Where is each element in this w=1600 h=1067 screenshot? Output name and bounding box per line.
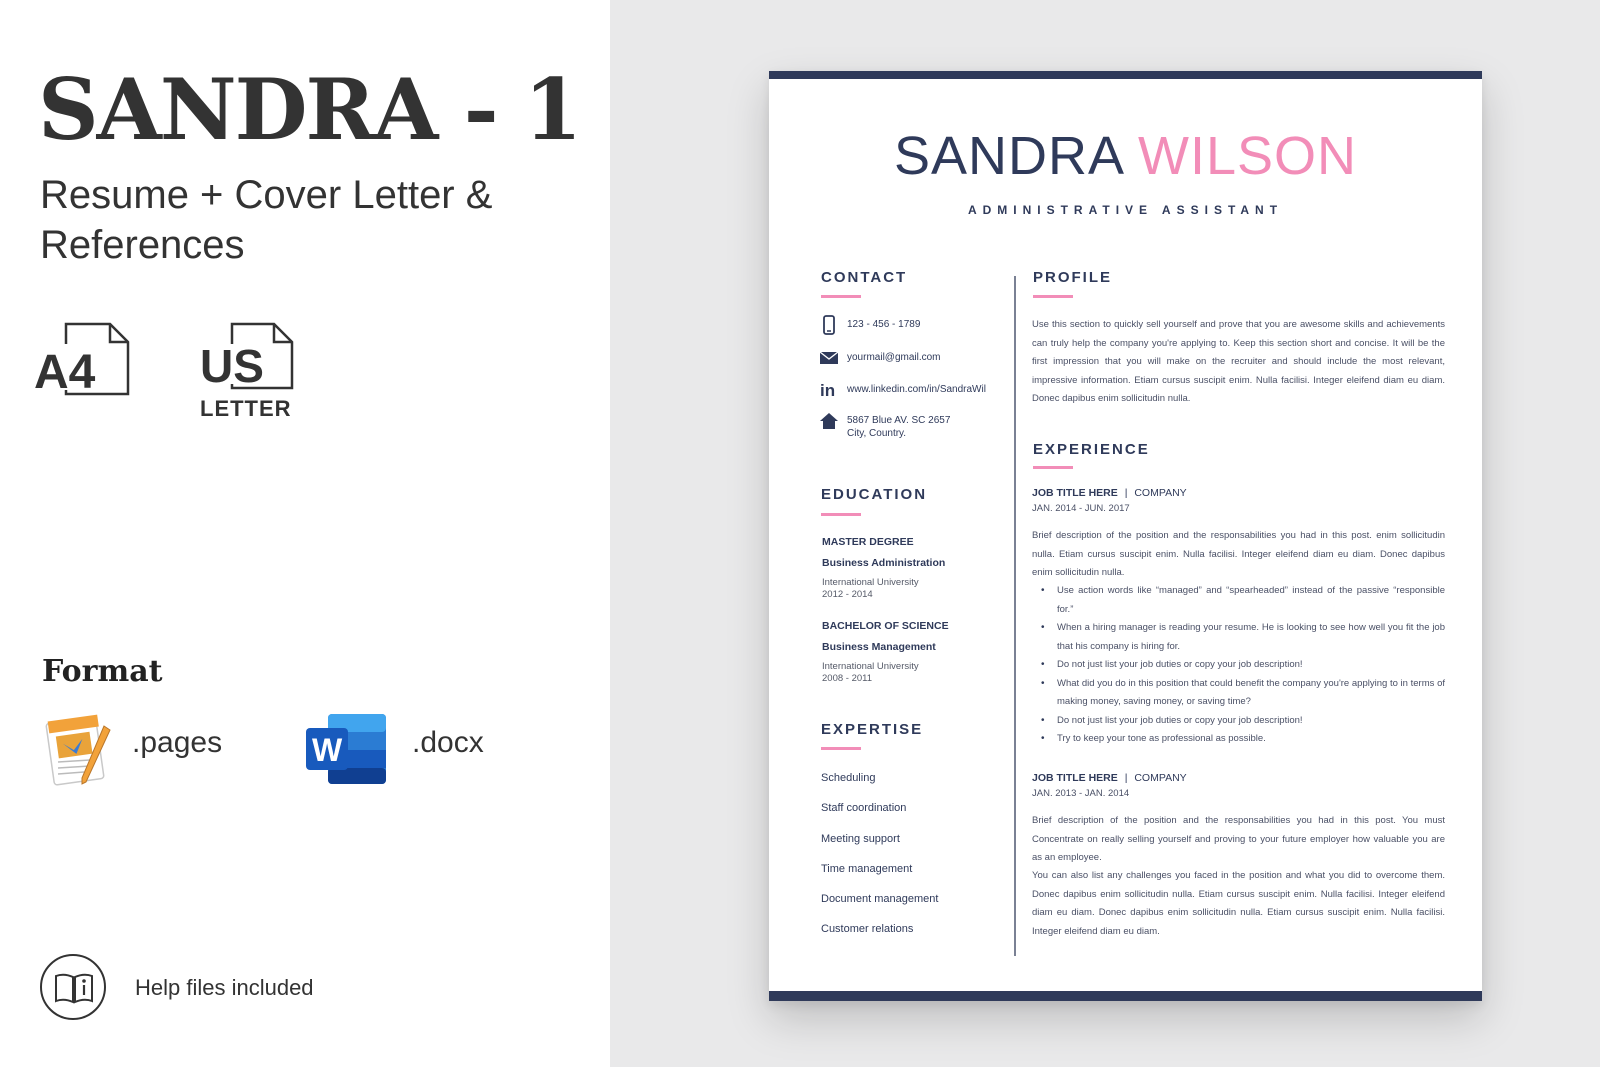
education-school-2: International University [822, 661, 919, 672]
svg-text:in: in [820, 381, 836, 400]
svg-text:W: W [312, 732, 343, 768]
resume-last-name: WILSON [1138, 126, 1358, 186]
education-rule [821, 513, 861, 516]
job-title-1: JOB TITLE HERE [1032, 487, 1118, 499]
profile-heading: PROFILE [1033, 269, 1113, 286]
home-icon [819, 411, 839, 431]
phone-icon [819, 315, 839, 335]
us-letter-document-icon [200, 322, 300, 422]
address-line-1: 5867 Blue AV. SC 2657 [847, 415, 951, 426]
profile-rule [1033, 295, 1073, 298]
job-bullet: • Try to keep your tone as professional as possible. [1057, 730, 1445, 749]
contact-email-text: yourmail@gmail.com [847, 352, 941, 363]
education-institution-1 [822, 577, 919, 601]
contact-phone-text: 123 - 456 - 1789 [847, 319, 921, 330]
job-bullet: • Use action words like “managed” and “spearheaded” instead of the passive “responsible for.” [1057, 582, 1445, 619]
job-bullets-1 [1032, 582, 1445, 749]
job-bullet: • Do not just list your job duties or copy your job description! [1057, 712, 1445, 731]
experience-heading: EXPERIENCE [1033, 441, 1150, 458]
job-bullet: • What did you do in this position that could benefit the company you're applying to in terms of making money, saving money, or saving time? [1057, 675, 1445, 712]
expertise-rule [821, 747, 861, 750]
job-bullet: • When a hiring manager is reading your resume. He is looking to see how well you fit the job that his company is hiring for. [1057, 619, 1445, 656]
resume-page [769, 71, 1482, 1001]
education-degree-2: BACHELOR OF SCIENCE [822, 620, 949, 632]
job-dates-1: JAN. 2014 - JUN. 2017 [1032, 503, 1130, 514]
education-field-1: Business Administration [822, 557, 946, 569]
product-title: SANDRA - 1 [38, 60, 581, 159]
expertise-heading: EXPERTISE [821, 721, 924, 738]
envelope-icon [819, 348, 839, 368]
expertise-item: Document management [821, 893, 939, 905]
contact-linkedin-text: www.linkedin.com/in/SandraWil [847, 384, 986, 395]
pages-format-label: .pages [132, 726, 223, 759]
contact-address-text [847, 414, 950, 440]
job-separator-2: | [1124, 772, 1128, 784]
job-separator-1: | [1124, 487, 1128, 499]
experience-rule [1033, 466, 1073, 469]
job-description-1: Brief description of the position and the responsabilities you had in this post. enim sollicitudin nulla. Etiam cursus suscipit enim. Nulla facilisi. Integer eleifend diam eu diam. Donec dapibus enim sollicitudin nulla. [1032, 530, 1445, 578]
help-book-icon [40, 954, 106, 1020]
expertise-item: Staff coordination [821, 802, 907, 814]
word-app-icon [306, 712, 390, 791]
expertise-item: Time management [821, 863, 913, 875]
a4-document-icon [34, 322, 134, 398]
contact-rule [821, 295, 861, 298]
promo-panel [0, 0, 610, 1067]
education-years-2: 2008 - 2011 [822, 673, 873, 684]
product-subtitle: Resume + Cover Letter & References [40, 173, 493, 267]
job-company-1: COMPANY [1134, 487, 1187, 499]
expertise-item: Customer relations [821, 923, 914, 935]
job-description-2b: You can also list any challenges you faced in the position and what you did to overcome them. Donec dapibus enim sollicitudin nulla. Etiam cursus suscipit enim. Nulla facilisi. Integer eleifend diam eu diam. Donec dapibus enim sollicitudin nulla. Etiam cursus suscipit enim. Nulla facilisi. Integer eleifend diam eu diam. [1032, 870, 1445, 937]
resume-top-bar [769, 71, 1482, 79]
a4-label: A4 [34, 346, 96, 398]
letter-label: LETTER [200, 396, 292, 421]
resume-name [769, 125, 1482, 187]
contact-heading: CONTACT [821, 269, 908, 286]
job-title-line-2 [1032, 772, 1187, 784]
us-label: US [200, 340, 264, 392]
job-title-2: JOB TITLE HERE [1032, 772, 1118, 784]
expertise-item: Scheduling [821, 772, 876, 784]
job-bullet: • Do not just list your job duties or copy your job description! [1057, 656, 1445, 675]
education-school-1: International University [822, 577, 919, 588]
address-line-2: City, Country. [847, 428, 907, 439]
resume-first-name: SANDRA [893, 126, 1123, 186]
education-degree-1: MASTER DEGREE [822, 536, 914, 548]
education-years-1: 2012 - 2014 [822, 589, 873, 600]
profile-text: Use this section to quickly sell yourself and prove that you are awesome skills and achievements can truly help the company you're applying to. Keep this section short and concise. It will be the first impression that you will make on the recruiter and should include the most relevant, impressive information. Etiam cursus suscipit enim. Nulla facilisi. Integer eleifend diam eu diam. Donec dapibus enim sollicitudin nulla. [1032, 319, 1445, 404]
job-company-2: COMPANY [1134, 772, 1187, 784]
resume-bottom-bar [769, 991, 1482, 1001]
education-institution-2 [822, 661, 919, 685]
education-heading: EDUCATION [821, 486, 928, 503]
resume-role: ADMINISTRATIVE ASSISTANT [967, 203, 1284, 217]
job-title-line-1 [1032, 487, 1187, 499]
help-files-text: Help files included [135, 975, 314, 1000]
docx-format-label: .docx [412, 726, 484, 759]
job-description-2: Brief description of the position and the responsabilities you had in this post. You must Concentrate on really selling yourself and proving to your future employer how valuable you are as an employee. [1032, 815, 1445, 863]
column-divider [1014, 276, 1016, 956]
education-field-2: Business Management [822, 641, 936, 653]
format-heading: Format [42, 654, 163, 689]
job-dates-2: JAN. 2013 - JAN. 2014 [1032, 788, 1130, 799]
expertise-item: Meeting support [821, 833, 900, 845]
linkedin-icon [819, 380, 839, 400]
pages-app-icon [44, 712, 114, 793]
